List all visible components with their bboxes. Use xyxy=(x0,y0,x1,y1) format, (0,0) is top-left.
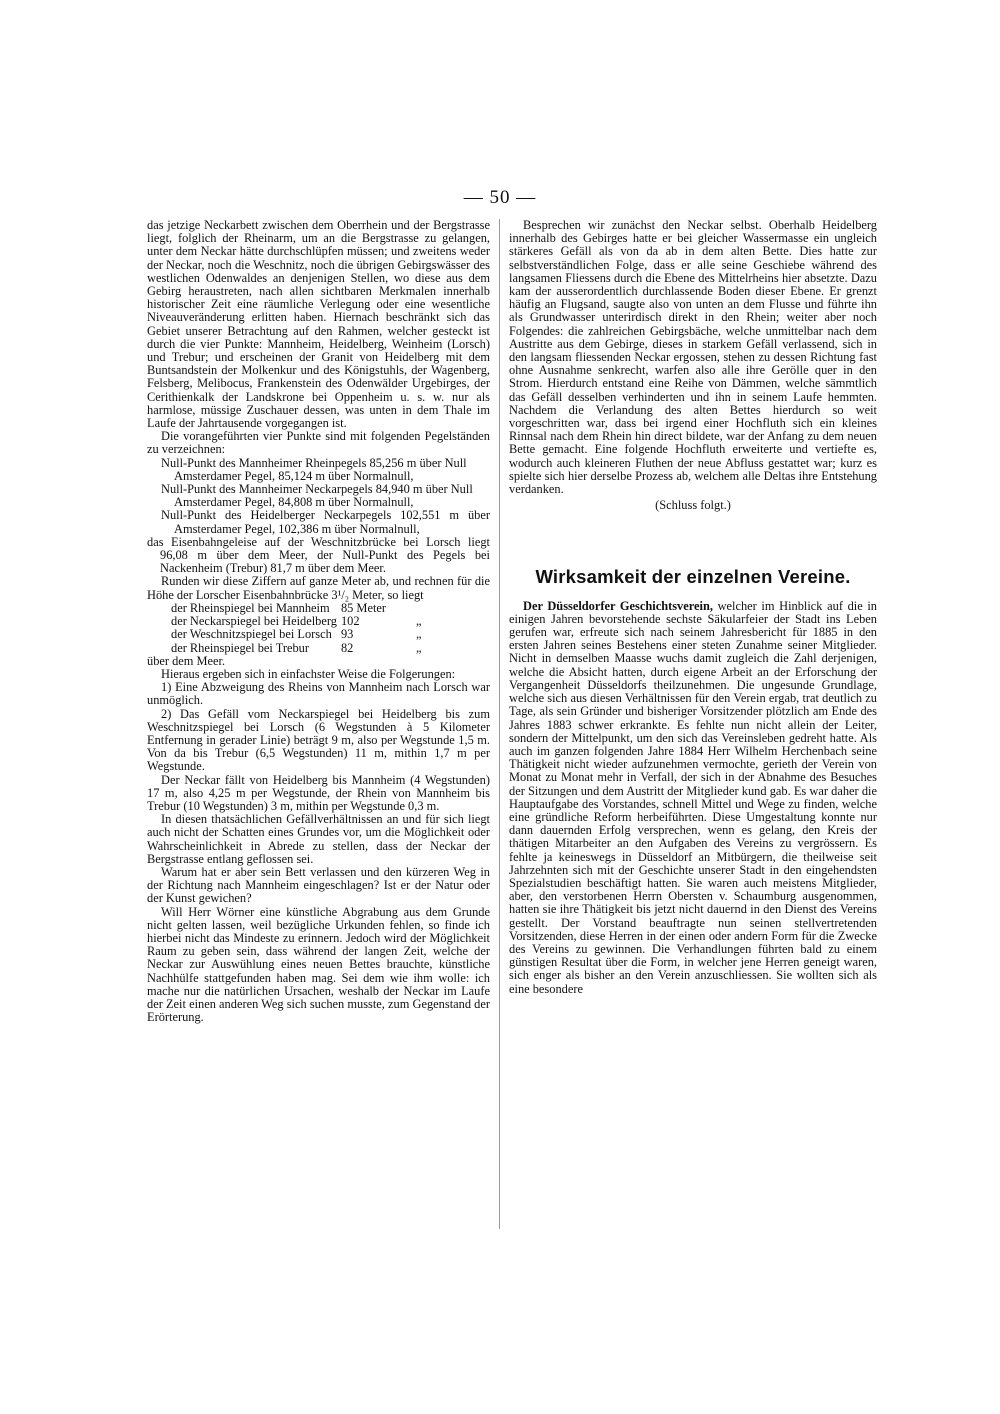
left-levels-suffix: über dem Meer. xyxy=(147,653,226,668)
left-column xyxy=(147,219,490,1024)
level-entry: Amsterdamer Pegel, 84,808 m über Normalnull, xyxy=(174,495,414,510)
left-paragraph-6: In diesen thatsächlichen Gefällverhältnissen an und für sich liegt auch nicht der Schatten eines Grundes vor, um die Möglichkeit oder Wahrscheinlichkeit in Abrede zu stellen, dass der Neckar der Bergstrasse entlang geflossen sei. xyxy=(147,812,490,866)
level-label: der Neckarspiegel bei Heidelberg xyxy=(171,614,337,629)
right-paragraph-2-text: welcher im Hinblick auf die in einigen Jahren bevorstehende sechste Säkularfeier der Stadt ins Leben gerufen war, erfreute sich nach seinem Jahresbericht für 1885 in den ersten Jahren seines Bestehens einer steten Zunahme seiner Mitglieder. Nicht in demselben Maasse wuchs damit zugleich die Zahl derjenigen, welche die Absicht hatten, durch eigene Arbeit an der Erforschung der Vergangenheit Düsseldorfs theilzunehmen. Die ungesunde Grundlage, welche sich aus diesen Verhältnissen für den Verein ergab, trat deutlich zu Tage, als sein Gründer und bisheriger Vorsitzender plötzlich am Ende des Jahres 1883 schwer erkrankte. Es fehlte nun nicht allein der Leiter, sondern der Mittelpunkt, um den sich das Vereinsleben gedreht hatte. Als auch im ganzen folgenden Jahre 1884 Herr Wilhelm Herchenbach seine Thätigkeit nicht wieder aufzunehmen vermochte, gerieth der Verein von Monat zu Monat mehr in Verfall, der sich in der Abnahme des Besuches der Sitzungen und dem Austritt der Mitglieder kund gab. Es war daher die Hauptaufgabe des Vorstandes, schnell Mittel und Wege zu finden, welche eine gründliche Reform herbeiführten. Diese Umgestaltung konnte nur dann dauernden Erfolg versprechen, wenn es gelang, den Kreis der thätigen Mitarbeiter an den Aufgaben des Vereins zu vergrössern. Es fehlte ja keineswegs in Düsseldorf an Mitbürgern, die theilweise seit Jahrzehnten sich mit der Geschichte unserer Stadt in den eingehendsten Spezialstudien beschäftigt hatten. Sie waren auch meistens Mitglieder, aber, den verstorbenen Herrn Obersten v. Schaumburg ausgenommen, hatten sie ihre Thätigkeit bis jetzt nicht dauernd in den Dienst des Vereins gestellt. Der Vorstand beauftragte nun seinen stellvertretenden Vorsitzenden, diese Herren in der einen oder andern Form für die Zwecke des Vereins zu gewinnen. Die Verhandlungen führten bald zu einem günstigen Resultat über die Form, in welcher jene Herren geneigt waren, sich enger als bisher an den Verein anzuschliessen. Sie wollten sich als eine besondere xyxy=(509,598,877,996)
ditto-mark: „ xyxy=(416,640,422,655)
to-be-continued: (Schluss folgt.) xyxy=(655,498,731,513)
conclusion-2: 2) Das Gefäll vom Neckarspiegel bei Heidelberg bis zum Weschnitzspiegel bei Lorsch (6 Wegstunden à 5 Kilometer Entfernung in gerader Linie) beträgt 9 m, also per Wegstunde 1,5 m. Von da bis Trebur (6,5 Wegstunden) 11 m, mithin 1,7 m per Wegstunde. xyxy=(147,706,490,774)
level-entry: Null-Punkt des Mannheimer Rheinpegels 85,256 m über Null xyxy=(161,455,467,470)
level-value: 93 xyxy=(340,627,354,642)
right-paragraph-1: Besprechen wir zunächst den Neckar selbst. Oberhalb Heidelberg innerhalb des Gebirges hatte er bei gleicher Wassermasse ein ungleich stärkeres Gefäll als von da ab in dem alten Bette. Dies hatte zur selbstverständlichen Folge, dass er alle seine Geschiebe während des langsamen Fliessens durch die Ebene des Mittelrheins hier absetzte. Dazu kam der ausserordentlich durchlassende Boden dieser Ebene. Er grenzt häufig an Flugsand, saugte also von unten an dem Flusse und führte ihn als Grundwasser unterirdisch direkt in den Rhein; weiter aber noch Folgendes: die zahlreichen Gebirgsbäche, welche unmittelbar nach dem Austritte aus dem Gebirge, dieses in starkem Gefäll verlassend, sich in den langsam fliessenden Neckar ergossen, stehen zu dessen Richtung fast ohne Ausnahme senkrecht, warfen also alle ihre Gerölle quer in den Strom. Hierdurch entstand eine Reihe von Dämmen, welche sämmtlich das Gefäll desselben verhinderten und ihn in seinem Laufe hemmten. Nachdem die Verlandung des alten Bettes hierdurch so weit vorgeschritten war, dass bei irgend einer Hochfluth sich ein kleines Rinnsal nach dem Rhein hin direct bildete, war der Anfang zu dem neuen Bette gemacht. Eine folgende Hochfluth erweiterte und vertiefte es, wodurch auch kleineren Fluthen der neue Abfluss gestattet war; kurz es spielte sich hier derselbe Prozess ab, welchem alle Deltas ihre Entstehung verdanken. xyxy=(509,218,877,497)
level-value: 102 xyxy=(340,614,360,629)
ditto-mark: „ xyxy=(416,627,422,642)
right-column xyxy=(509,219,877,996)
right-paragraph-2 xyxy=(509,600,877,996)
section-heading: Wirksamkeit der einzelnen Vereine. xyxy=(535,566,851,588)
level-label: der Rheinspiegel bei Trebur xyxy=(171,640,309,655)
left-paragraph-2: Die vorangeführten vier Punkte sind mit folgenden Pegelständen zu verzeichnen: xyxy=(147,429,490,457)
level-value: 82 xyxy=(340,640,354,655)
society-name: Der Düsseldorfer Geschichtsverein, xyxy=(523,598,713,613)
left-paragraph-5: Der Neckar fällt von Heidelberg bis Mannheim (4 Wegstunden) 17 m, also 4,25 m per Wegstunde, der Rhein von Mannheim bis Trebur (10 Wegstunden) 3 m, mithin per Wegstunde 0,3 m. xyxy=(147,772,490,813)
left-paragraph-4: Hieraus ergeben sich in einfachster Weise die Folgerungen: xyxy=(161,666,456,681)
left-paragraph-3: Runden wir diese Ziffern auf ganze Meter ab, und rechnen für die Höhe der Lorscher Eisenbahnbrücke 3¹/₂ Meter, so liegt xyxy=(147,574,490,602)
conclusion-1: 1) Eine Abzweigung des Rheins von Mannheim nach Lorsch war unmöglich. xyxy=(147,680,490,708)
ditto-mark: „ xyxy=(416,614,422,629)
page-number: — 50 — xyxy=(463,187,537,208)
left-paragraph-7: Warum hat er aber sein Bett verlassen und den kürzeren Weg in der Richtung nach Mannheim eingeschlagen? Ist er der Natur oder der Kunst gewichen? xyxy=(147,864,490,906)
level-label: der Rheinspiegel bei Mannheim xyxy=(171,600,330,615)
left-paragraph-1: das jetzige Neckarbett zwischen dem Oberrhein und der Bergstrasse liegt, folglich der Rheinarm, um an die Bergstrasse zu gelangen, unter dem Neckar hätte durchschlüpfen müssen; und zweitens weder der Neckar, noch die Weschnitz, noch die übrigen Gebirgswässer des westlichen Odenwaldes an denjenigen Stellen, wo diese aus dem Gebirg heraustreten, nach allen sichtbaren Merkmalen innerhalb historischer Zeit eine räumliche Verlegung oder eine wesentliche Niveauveränderung erlitten haben. Hiernach beschränkt sich das Gebiet unserer Betrachtung auf den Rahmen, welcher gesteckt ist durch die vier Punkte: Mannheim, Heidelberg, Weinheim (Lorsch) und Trebur; und erscheinen der Granit von Heidelberg mit dem Buntsandstein der Molkenkur und des Königstuhls, der Wagenberg, Felsberg, Melibocus, Frankenstein des Odenwälder Urgebirges, der Cerithienkalk der Landskrone bei Oppenheim u. s. w. nur als harmlose, müssige Zuschauer dessen, was unten in dem Thale im Laufe der Jahrtausende vorgegangen ist. xyxy=(147,218,490,431)
column-divider xyxy=(499,219,500,1229)
level-label: der Weschnitzspiegel bei Lorsch xyxy=(171,627,332,642)
table-row xyxy=(171,642,426,655)
level-entry: Null-Punkt des Mannheimer Neckarpegels 84,940 m über Null xyxy=(161,482,473,497)
level-value: 85 Meter xyxy=(340,600,387,615)
left-paragraph-8: Will Herr Wörner eine künstliche Abgrabung aus dem Grunde nicht gelten lassen, weil bezügliche Urkunden fehlen, so finde ich hierbei nicht das Mindeste zu erinnern. Jedoch wird der Möglichkeit Raum zu geben sein, dass während der langen Zeit, welche der Neckar zur Auswühlung eines neuen Bettes brauchte, künstliche Nachhülfe stattgefunden haben mag. Sei dem wie ihm wolle: ich mache nur die natürlichen Ursachen, weshalb der Neckar im Laufe der Zeit einen anderen Weg sich suchen musste, zum Gegenstand der Erörterung. xyxy=(147,904,490,1025)
levels-table xyxy=(171,602,426,655)
table-row xyxy=(171,628,426,641)
level-entry: Null-Punkt des Heidelberger Neckarpegels 102,551 m über Amsterdamer Pegel, 102,386 m über Normalnull, xyxy=(161,508,490,536)
level-entry: Amsterdamer Pegel, 85,124 m über Normalnull, xyxy=(174,468,414,483)
level-entry: das Eisenbahngeleise auf der Weschnitzbrücke bei Lorsch liegt 96,08 m über dem Meer, der Null-Punkt des Pegels bei Nackenheim (Trebur) 81,7 m über dem Meer. xyxy=(147,534,490,576)
